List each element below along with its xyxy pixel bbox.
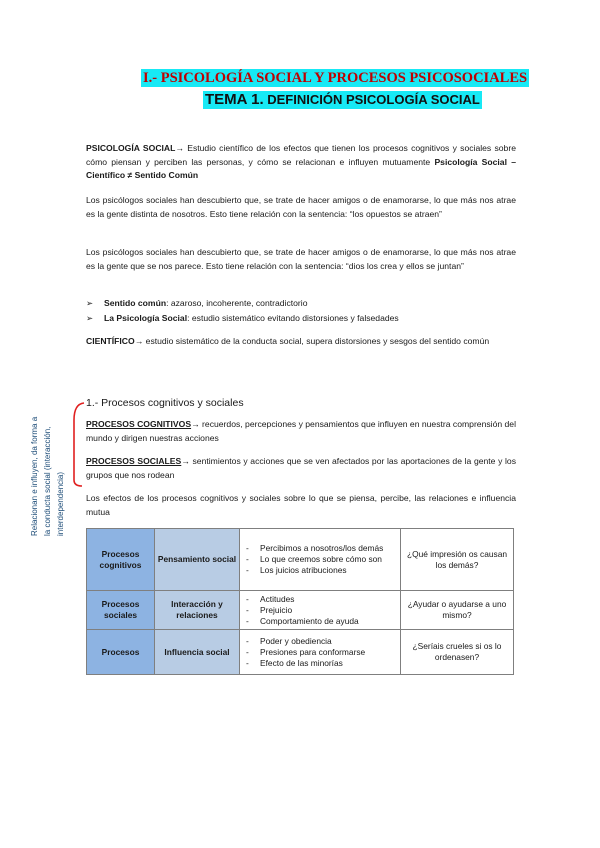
table-cell-process: Procesos sociales <box>87 591 155 630</box>
arrow-icon: → <box>181 456 190 466</box>
list-item: - Los juicios atribuciones <box>244 565 396 576</box>
bullet-term: Sentido común <box>104 298 167 308</box>
procesos-cognitivos-text: recuerdos, percepciones y pensamientos que influyen en nuestra comprensión del mundo y dirigen nuestras acciones <box>86 419 516 443</box>
list-item: - Comportamiento de ayuda <box>244 616 396 627</box>
table-cell-question: ¿Ayudar o ayudarse a uno mismo? <box>401 591 514 630</box>
arrow-icon: → <box>134 336 144 346</box>
table-row <box>87 591 514 630</box>
side-note-line: la conducta social (interacción, <box>43 426 52 536</box>
list-item: - Percibimos a nosotros/los demás <box>244 543 396 554</box>
table-cell-items <box>240 591 401 630</box>
table-cell-area: Influencia social <box>155 630 240 675</box>
bullet-term: La Psicología Social <box>104 313 188 323</box>
paragraph-opuestos: Los psicólogos sociales han descubierto que, se trate de hacer amigos o de enamorarse, lo que más nos atrae es la gente distinta de nosotros. Esto tiene relación con la sentencia: “los opuestos se atraen” <box>86 195 516 219</box>
side-note-line: interdependencia) <box>56 471 65 536</box>
procesos-cognitivos-paragraph <box>86 418 516 445</box>
arrowhead-bullet-icon: ➢ <box>86 313 94 323</box>
tema-title <box>203 91 482 109</box>
list-item: - Efecto de las minorías <box>244 658 396 669</box>
table-cell-area: Pensamiento social <box>155 529 240 591</box>
cientifico-term: CIENTÍFICO <box>86 336 135 346</box>
table-cell-process: Procesos cognitivos <box>87 529 155 591</box>
tema-name: DEFINICIÓN PSICOLOGÍA SOCIAL <box>263 92 480 107</box>
bullet-sentido-comun <box>86 297 307 310</box>
tema-number: TEMA 1. <box>205 91 264 108</box>
cientifico-text: estudio sistemático de la conducta social, supera distorsiones y sesgos del sentido común <box>143 336 490 346</box>
procesos-table <box>86 528 514 675</box>
table-row <box>87 630 514 675</box>
table-cell-question: ¿Qué impresión os causan los demás? <box>401 529 514 591</box>
procesos-cognitivos-term: PROCESOS COGNITIVOS <box>86 419 192 429</box>
section-heading: 1.- Procesos cognitivos y sociales <box>86 397 244 409</box>
procesos-sociales-term: PROCESOS SOCIALES <box>86 456 182 466</box>
bullet-psicologia-social <box>86 312 399 325</box>
bullet-text: : azaroso, incoherente, contradictorio <box>166 298 308 308</box>
table-cell-items <box>240 529 401 591</box>
cientifico-paragraph <box>86 335 516 349</box>
definition-term: PSICOLOGÍA SOCIAL <box>86 143 176 153</box>
arrowhead-bullet-icon: ➢ <box>86 298 94 308</box>
side-note-line: Relacionan e influyen, da forma a <box>30 416 39 536</box>
procesos-sociales-text: sentimientos y acciones que se ven afectados por las aportaciones de la gente y los grupos que nos rodean <box>86 456 516 480</box>
list-item: - Prejuicio <box>244 605 396 616</box>
table-cell-process: Procesos <box>87 630 155 675</box>
procesos-sociales-paragraph <box>86 455 516 482</box>
table-cell-question: ¿Seríais crueles si os lo ordenasen? <box>401 630 514 675</box>
list-item: - Actitudes <box>244 594 396 605</box>
arrow-icon: → <box>175 143 184 153</box>
definition-text: Estudio científico de los efectos que tienen los procesos cognitivos y sociales sobre cómo piensan y perciben las personas, y cómo se relacionan e influyen mutuamente <box>86 143 516 167</box>
list-item: - Lo que creemos sobre cómo son <box>244 554 396 565</box>
efectos-paragraph: Los efectos de los procesos cognitivos y sociales sobre lo que se piensa, percibe, las relaciones e influencia mutua <box>86 493 516 517</box>
table-row <box>87 529 514 591</box>
main-title: I.- PSICOLOGÍA SOCIAL Y PROCESOS PSICOSOCIALES <box>143 70 528 86</box>
list-item: - Poder y obediencia <box>244 636 396 647</box>
list-item: - Presiones para conformarse <box>244 647 396 658</box>
definition-bold-tail: Psicología Social – Científico ≠ Sentido Común <box>86 156 516 180</box>
table-cell-items <box>240 630 401 675</box>
paragraph-similares: Los psicólogos sociales han descubierto que, se trate de hacer amigos o de enamorarse, lo que más nos atrae es la gente que se nos parece. Esto tiene relación con la sentencia: “dios los crea y ellos se juntan” <box>86 247 516 271</box>
definition-paragraph <box>86 142 516 183</box>
bullet-text: : estudio sistemático evitando distorsiones y falsedades <box>187 313 399 323</box>
table-cell-area: Interacción y relaciones <box>155 591 240 630</box>
arrow-icon: → <box>191 419 200 429</box>
